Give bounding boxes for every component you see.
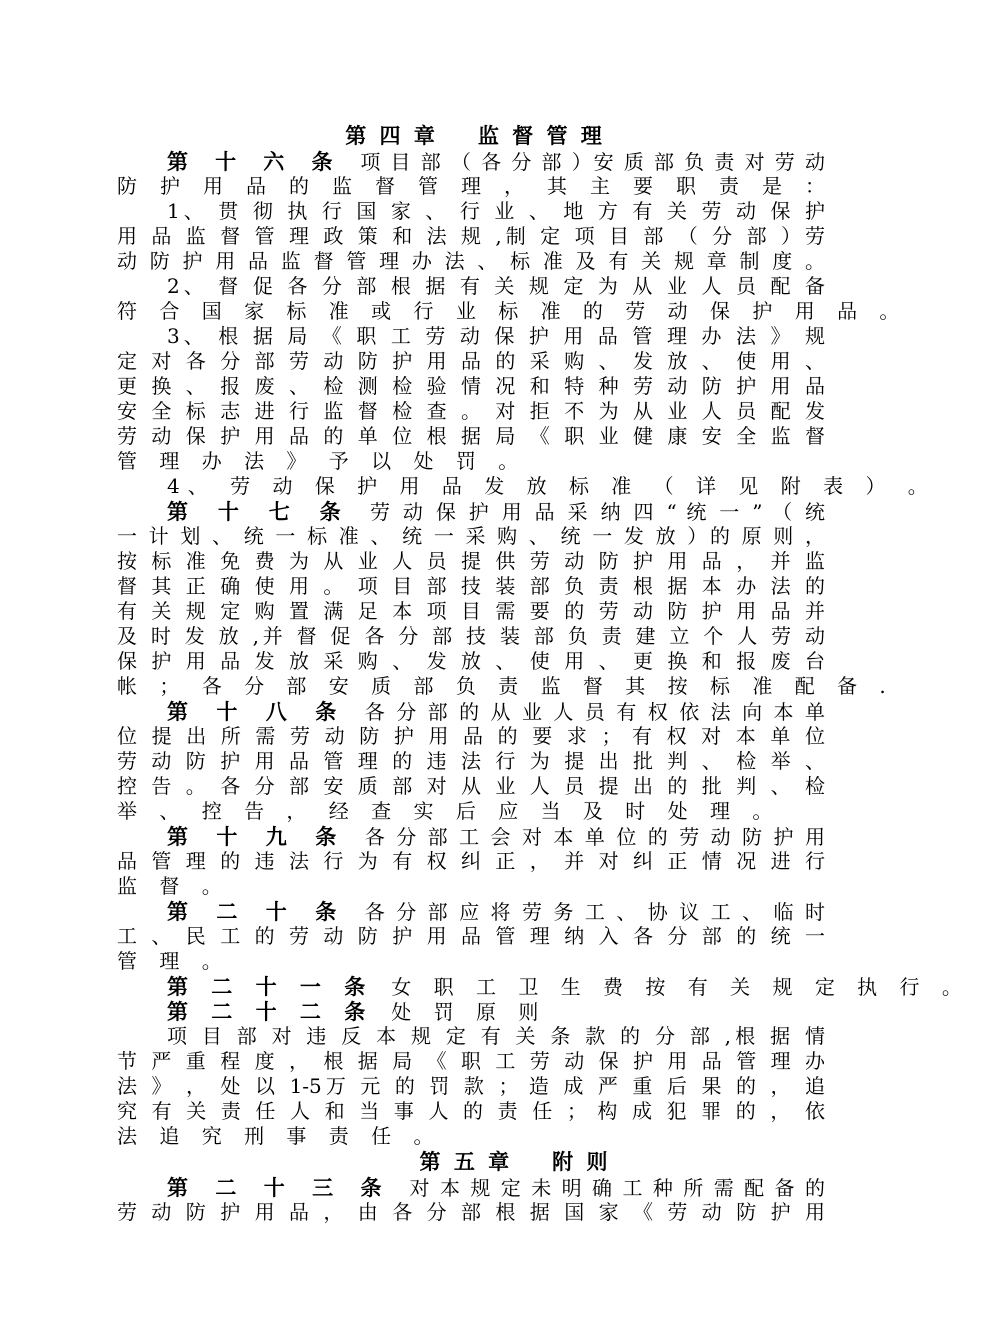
chapter-number: 第 五 章: [419, 1149, 513, 1174]
text-line: 动 防 护 用 品 监 督 管 理 办 法 、 标 准 及 有 关 规 章 制 度 。: [117, 249, 825, 273]
text-line: 劳 动 防 护 用 品 ， 由 各 分 部 根 据 国 家 《 劳 动 防 护 用: [117, 1200, 825, 1224]
article-21: [117, 974, 970, 999]
text-line: 按 标 准 免 费 为 从 业 人 员 提 供 劳 动 防 护 用 品 ， 并 监: [117, 549, 825, 573]
article-label: 第 十 六 条: [167, 149, 343, 174]
article-23: [117, 1175, 825, 1225]
article-label: 第 二 十 三 条: [167, 1175, 392, 1200]
article-17: [117, 499, 894, 699]
text-line: 2、 督 促 各 分 部 根 据 有 关 规 定 为 从 业 人 员 配 备: [167, 274, 825, 298]
text-line: 一 计 划 、 统 一 标 准 、 统 一 采 购 、 统 一 发 放 ）的 原 则 ，: [117, 524, 825, 548]
text-line: 1、 贯 彻 执 行 国 家 、 行 业 、 地 方 有 关 劳 动 保 护: [167, 199, 825, 223]
article-label: 第 二 十 条: [167, 899, 347, 924]
text-line: 究 有 关 责 任 人 和 当 事 人 的 责 任 ； 构 成 犯 罪 的 ， 依: [117, 1099, 825, 1123]
text-line: 法 追 究 刑 事 责 任 。: [117, 1124, 442, 1148]
text-line: 位 提 出 所 需 劳 动 防 护 用 品 的 要 求 ； 有 权 对 本 单 位: [117, 724, 825, 748]
chapter-number: 第 四 章: [345, 123, 438, 148]
text-line: 劳 动 保 护 用 品 的 单 位 根 据 局 《 职 业 健 康 安 全 监 督: [117, 424, 825, 448]
text-line: 管 理 办 法 》 予 以 处 罚 。: [117, 449, 527, 473]
text-line: 法 》 ， 处 以 1-5万 元 的 罚 款 ； 造 成 严 重 后 果 的 ， 追: [117, 1074, 825, 1098]
text-line: 举 、 控 告 ， 经 查 实 后 应 当 及 时 处 理 。: [117, 799, 781, 823]
chapter-heading: [0, 123, 950, 149]
article-18: [117, 699, 825, 824]
article-22: [117, 999, 825, 1149]
chapter-title: 监 督 管 理: [477, 123, 605, 148]
text-line: 监 督 。: [117, 874, 230, 898]
text-line: 管 理 。: [117, 949, 230, 973]
text-line: 符 合 国 家 标 准 或 行 业 标 准 的 劳 动 保 护 用 品 。: [117, 299, 908, 323]
text-line: 督 其 正 确 使 用 。 项 目 部 技 装 部 负 责 根 据 本 办 法 的: [117, 574, 825, 598]
article-19: [117, 824, 825, 899]
text-line: 帐 ； 各 分 部 安 质 部 负 责 监 督 其 按 标 准 配 备 .: [117, 674, 894, 698]
text-line: 3、 根 据 局 《 职 工 劳 动 保 护 用 品 管 理 办 法 》 规: [167, 324, 825, 348]
text-line: 4、 劳 动 保 护 用 品 发 放 标 准 （ 详 见 附 表 ） 。: [167, 474, 936, 498]
text-line: 安 全 标 志 进 行 监 督 检 查 。 对 拒 不 为 从 业 人 员 配 发: [117, 399, 825, 423]
text-line: 有 关 规 定 购 置 满 足 本 项 目 需 要 的 劳 动 防 护 用 品 并: [117, 599, 825, 623]
chapter-title: 附 则: [552, 1149, 611, 1174]
text-line: 用 品 监 督 管 理 政 策 和 法 规 ,制 定 项 目 部 （ 分 部 ）劳: [117, 224, 825, 248]
text-line: 第 二 十 条 各 分 部 应 将 劳 务 工 、 协 议 工 、 临 时: [167, 899, 825, 924]
text-line: 及 时 发 放 ,并 督 促 各 分 部 技 装 部 负 责 建 立 个 人 劳 动: [117, 624, 825, 648]
text-line: 工 、 民 工 的 劳 动 防 护 用 品 管 理 纳 入 各 分 部 的 统 一: [117, 924, 825, 948]
text-line: 节 严 重 程 度 ， 根 据 局 《 职 工 劳 动 保 护 用 品 管 理 办: [117, 1049, 825, 1073]
text-line: 更 换 、 报 废 、 检 测 检 验 情 况 和 特 种 劳 动 防 护 用 品: [117, 374, 825, 398]
text-line: 第 二 十 三 条 对 本 规 定 未 明 确 工 种 所 需 配 备 的: [167, 1175, 825, 1200]
article-20: [117, 899, 825, 974]
article-16: [117, 149, 936, 499]
article-label: 第 十 八 条: [167, 699, 347, 724]
text-line: 项 目 部 对 违 反 本 规 定 有 关 条 款 的 分 部 ,根 据 情: [167, 1024, 825, 1048]
text-line: 第 十 六 条 项 目 部 （ 各 分 部 ）安 质 部 负 责 对 劳 动: [167, 149, 825, 174]
article-label: 第 十 九 条: [167, 824, 347, 849]
article-label: 第 二 十 一 条: [167, 974, 374, 999]
text-line: 定 对 各 分 部 劳 动 防 护 用 品 的 采 购 、 发 放 、 使 用 、: [117, 349, 825, 373]
text-line: 控 告 。 各 分 部 安 质 部 对 从 业 人 员 提 出 的 批 判 、 检: [117, 774, 825, 798]
text-line: 防 护 用 品 的 监 督 管 理 ， 其 主 要 职 责 是 ：: [117, 174, 825, 198]
text-line: 第 十 七 条 劳 动 保 护 用 品 采 纳 四 “ 统 一 ” （ 统: [167, 499, 826, 524]
article-label: 第 二 十 二 条: [167, 999, 374, 1024]
text-line: 劳 动 防 护 用 品 管 理 的 违 法 行 为 提 出 批 判 、 检 举 、: [117, 749, 825, 773]
text-line: 第 十 九 条 各 分 部 工 会 对 本 单 位 的 劳 动 防 护 用: [167, 824, 825, 849]
text-line: 保 护 用 品 发 放 采 购 、 发 放 、 使 用 、 更 换 和 报 废 台: [117, 649, 825, 673]
text-line: 品 管 理 的 违 法 行 为 有 权 纠 正 ， 并 对 纠 正 情 况 进 行: [117, 849, 825, 873]
text-line: 第 二 十 二 条 处 罚 原 则: [167, 999, 547, 1024]
chapter-heading: [40, 1149, 990, 1175]
text-line: 第 十 八 条 各 分 部 的 从 业 人 员 有 权 依 法 向 本 单: [167, 699, 825, 724]
article-label: 第 十 七 条: [167, 499, 352, 524]
text-line: 第 二 十 一 条 女 职 工 卫 生 费 按 有 关 规 定 执 行 。: [167, 974, 970, 999]
